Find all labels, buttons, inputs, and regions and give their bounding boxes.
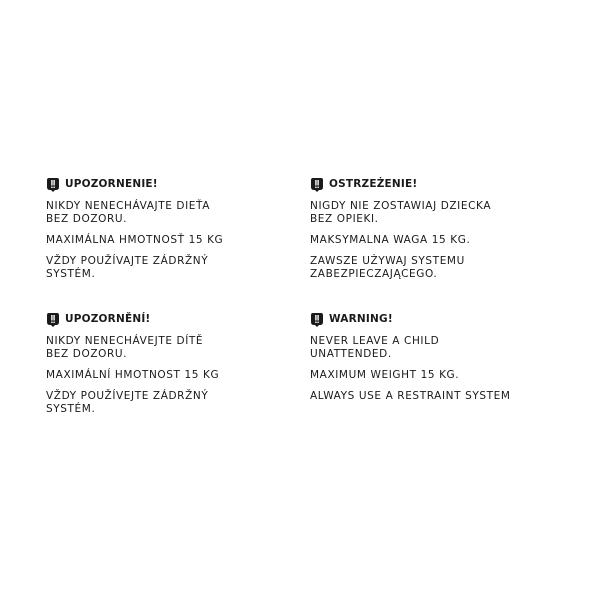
warning-block-english [310, 311, 560, 411]
warning-text-restraint: ZAWSZE UŻYWAJ SYSTEMU ZABEZPIECZAJĄCEGO. [310, 255, 465, 280]
warning-text-restraint: VŽDY POUŽÍVAJTE ZÁDRŽNÝ SYSTÉM. [46, 255, 209, 280]
warning-block-slovak [46, 176, 296, 289]
warning-text-max-weight: MAXIMUM WEIGHT 15 KG. [310, 369, 460, 381]
warning-heading [46, 311, 296, 327]
warning-text-max-weight: MAXIMÁLNA HMOTNOSŤ 15 KG [46, 234, 224, 246]
warning-text-restraint: ALWAYS USE A RESTRAINT SYSTEM [310, 390, 511, 402]
warning-icon [310, 312, 324, 327]
warning-block-czech [46, 311, 296, 424]
warning-heading-label: UPOZORNĚNÍ! [65, 313, 151, 325]
warning-text-supervision: NIKDY NENECHÁVEJTE DÍTĚ BEZ DOZORU. [46, 335, 204, 360]
warning-heading [310, 311, 560, 327]
warning-heading-label: WARNING! [329, 313, 393, 325]
warning-heading-label: OSTRZEŻENIE! [329, 178, 418, 190]
warning-heading [46, 176, 296, 192]
warning-text-restraint: VŽDY POUŽÍVEJTE ZÁDRŽNÝ SYSTÉM. [46, 390, 209, 415]
warning-icon [310, 177, 324, 192]
warning-text-max-weight: MAXIMÁLNÍ HMOTNOST 15 KG [46, 369, 220, 381]
warning-heading [310, 176, 560, 192]
warning-block-polish [310, 176, 560, 289]
warning-icon [46, 177, 60, 192]
warning-text-max-weight: MAKSYMALNA WAGA 15 KG. [310, 234, 471, 246]
warning-icon [46, 312, 60, 327]
warning-heading-label: UPOZORNENIE! [65, 178, 158, 190]
warning-text-supervision: NIGDY NIE ZOSTAWIAJ DZIECKA BEZ OPIEKI. [310, 200, 492, 225]
warning-text-supervision: NEVER LEAVE A CHILD UNATTENDED. [310, 335, 440, 360]
warning-text-supervision: NIKDY NENECHÁVAJTE DIEŤA BEZ DOZORU. [46, 200, 210, 225]
